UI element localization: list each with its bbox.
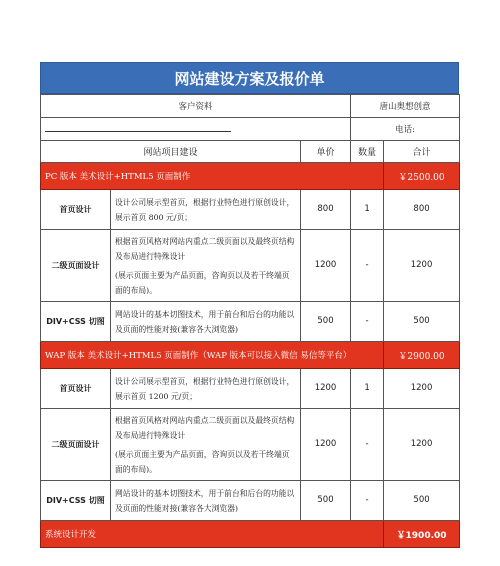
item-qty: 1: [351, 190, 384, 230]
item-name: 二级页面设计: [41, 230, 111, 302]
item-desc: 根据首页风格对网站内重点二级页面以及最终页结构及布局进行特殊设计: [115, 415, 295, 440]
section-row-wap: [41, 342, 460, 369]
table-row: [41, 409, 460, 481]
section-price: ￥1900.00: [384, 521, 460, 548]
section-price: ￥2900.00: [384, 342, 460, 369]
column-header-row: [41, 141, 460, 163]
customer-company: 唐山奥想创意: [351, 95, 460, 118]
item-name: DIV+CSS 切图: [41, 481, 111, 521]
item-price: 1200: [301, 409, 351, 481]
contact-row: [41, 118, 460, 141]
item-price: 1200: [301, 369, 351, 409]
header-item: 网站项目建设: [41, 141, 301, 163]
customer-label: 客户资料: [41, 95, 351, 118]
item-name: 首页设计: [41, 190, 111, 230]
item-desc: 设计公司展示型首页，根据行业特色进行原创设计，展示首页 800 元/页；: [115, 197, 295, 222]
item-qty: -: [351, 409, 384, 481]
item-total: 1200: [384, 369, 460, 409]
item-desc: 网站设计的基本切图技术，用于前台和后台的功能以及页面的性能对接(兼容各大浏览器): [115, 309, 295, 334]
section-row-pc: [41, 163, 460, 190]
table-row: [41, 190, 460, 230]
customer-row: [41, 95, 460, 118]
item-desc: 网站设计的基本切图技术，用于前台和后台的功能以及页面的性能对接(兼容各大浏览器): [115, 488, 295, 513]
quote-table: [40, 94, 460, 548]
quote-document: [40, 62, 459, 548]
item-price: 1200: [301, 230, 351, 302]
item-total: 500: [384, 481, 460, 521]
item-desc-note: (展示页面主要为产品页面，咨询页以及若干终端页面的布局)。: [115, 270, 290, 295]
item-name: DIV+CSS 切图: [41, 302, 111, 342]
item-desc-note: (展示页面主要为产品页面，咨询页以及若干终端页面的布局)。: [115, 449, 290, 474]
table-row: [41, 302, 460, 342]
phone-label: 电话:: [351, 118, 460, 141]
section-price: ￥2500.00: [384, 163, 460, 190]
item-total: 1200: [384, 230, 460, 302]
header-qty: 数量: [351, 141, 384, 163]
table-row: [41, 369, 460, 409]
item-price: 800: [301, 190, 351, 230]
item-price: 500: [301, 302, 351, 342]
item-desc: 根据首页风格对网站内重点二级页面以及最终页结构及布局进行特殊设计: [115, 236, 295, 261]
item-total: 800: [384, 190, 460, 230]
item-desc: 设计公司展示型首页，根据行业特色进行原创设计，展示首页 1200 元/页；: [115, 376, 295, 401]
item-qty: -: [351, 481, 384, 521]
item-qty: -: [351, 230, 384, 302]
header-unit-price: 单价: [301, 141, 351, 163]
section-row-system: [41, 521, 460, 548]
item-qty: 1: [351, 369, 384, 409]
item-qty: -: [351, 302, 384, 342]
item-name: 二级页面设计: [41, 409, 111, 481]
header-total: 合计: [384, 141, 460, 163]
section-title: PC 版本 美术设计+HTML5 页面制作: [41, 163, 384, 190]
item-total: 1200: [384, 409, 460, 481]
table-row: [41, 481, 460, 521]
contact-blank-line: [45, 123, 231, 132]
item-total: 500: [384, 302, 460, 342]
document-title: 网站建设方案及报价单: [40, 62, 459, 94]
section-title: WAP 版本 美术设计+HTML5 页面制作（WAP 版本可以接入微信 易信等平台）: [41, 342, 384, 369]
item-name: 首页设计: [41, 369, 111, 409]
item-price: 500: [301, 481, 351, 521]
section-title: 系统设计开发: [41, 521, 384, 548]
table-row: [41, 230, 460, 302]
